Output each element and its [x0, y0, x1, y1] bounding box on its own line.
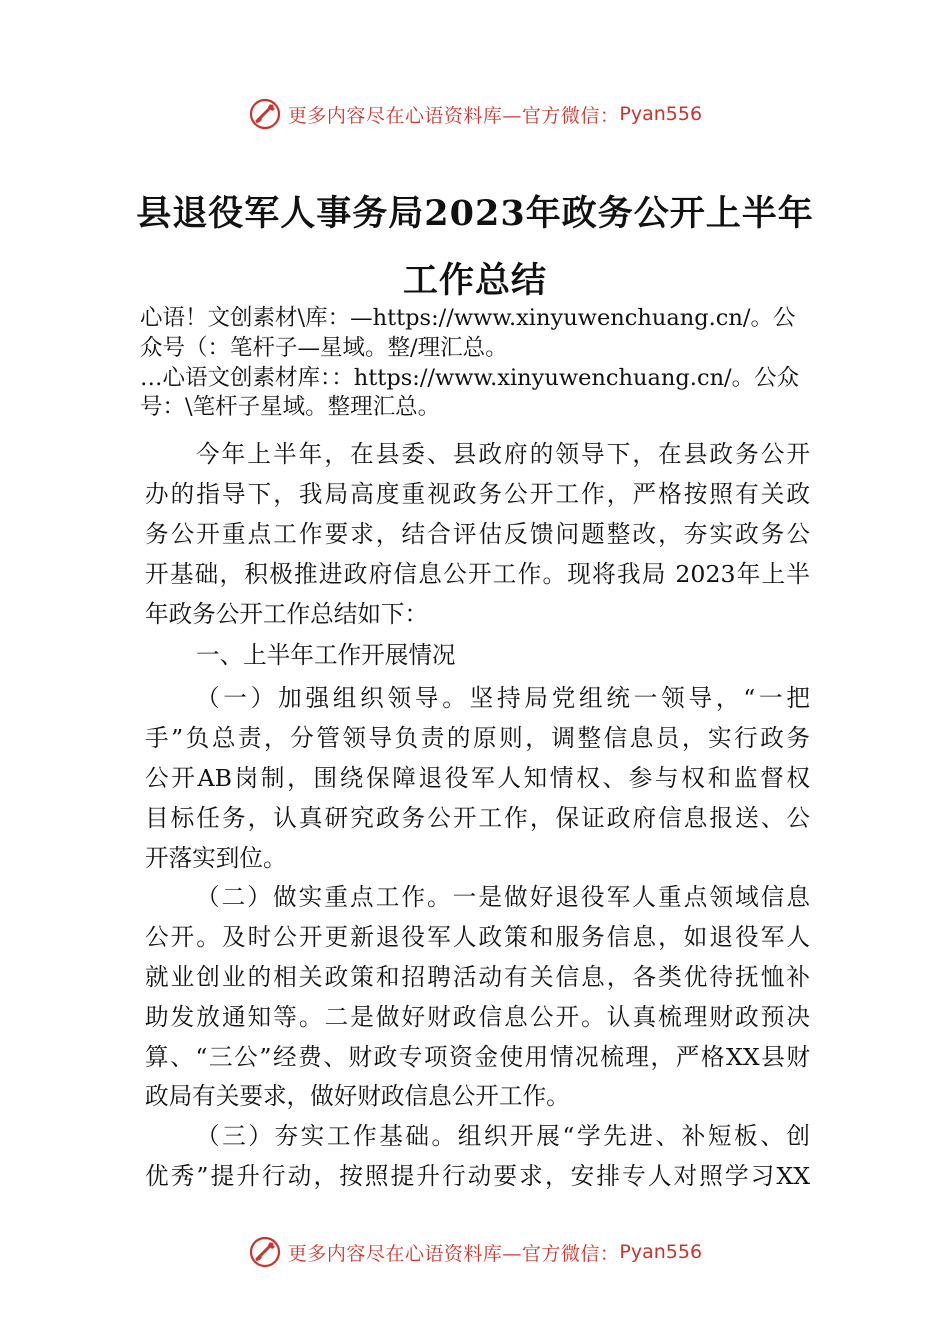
body-text-line: 公开。及时公开更新退役军人政策和服务信息，如退役军人 — [145, 923, 810, 951]
body-text-line: 年政务公开工作总结如下： — [145, 600, 429, 628]
document-title-line-2: 工作总结 — [402, 260, 547, 301]
body-text-line: 公开AB岗制，围绕保障退役军人知情权、参与权和监督权 — [145, 764, 810, 792]
watermark-text: 更多内容尽在心语资料库—官方微信： — [287, 1242, 620, 1265]
document-title-line-1: 县退役军人事务局2023年政务公开上半年 — [136, 193, 814, 234]
watermark-footer — [0, 1232, 950, 1272]
body-text-line: 优秀”提升行动，按照提升行动要求，安排专人对照学习XX — [145, 1162, 810, 1190]
source-note-line: 众号（：笔杆子—星域。整/理汇总。 — [140, 335, 508, 361]
body-text-line: 算、“三公”经费、财政专项资金使用情况梳理，严格XX县财 — [145, 1043, 810, 1071]
body-text-line: 政局有关要求，做好财政信息公开工作。 — [145, 1082, 570, 1110]
body-text-line: 目标任务，认真研究政务公开工作，保证政府信息报送、公 — [145, 804, 810, 832]
watermark-wechat-id: Pyan556 — [619, 1241, 703, 1263]
body-text-line: 今年上半年，在县委、县政府的领导下，在县政务公开 — [196, 440, 810, 468]
brush-logo-icon — [248, 97, 282, 131]
body-text-line: 开落实到位。 — [145, 844, 287, 872]
body-text-line: （三）夯实工作基础。组织开展“学先进、补短板、创 — [196, 1122, 810, 1150]
watermark-header — [0, 94, 950, 134]
watermark-wechat-id: Pyan556 — [619, 103, 703, 125]
body-text-line: （二）做实重点工作。一是做好退役军人重点领域信息 — [196, 883, 810, 911]
source-note-line: 心语！文创素材\库：—https://www.xinyuwenchuang.cn/。公 — [140, 305, 796, 331]
brush-logo-icon — [248, 1235, 282, 1269]
body-text-line: 就业创业的相关政策和招聘活动有关信息，各类优待抚恤补 — [145, 963, 810, 991]
body-text-line: 助发放通知等。二是做好财政信息公开。认真梳理财政预决 — [145, 1003, 810, 1031]
source-note-line: 号：\笔杆子星域。整理汇总。 — [140, 394, 441, 420]
body-text-line: 办的指导下，我局高度重视政务公开工作，严格按照有关政 — [145, 480, 810, 508]
body-text-line: 手”负总责，分管领导负责的原则，调整信息员，实行政务 — [145, 724, 810, 752]
watermark-text: 更多内容尽在心语资料库—官方微信： — [287, 104, 620, 127]
section-heading: 一、上半年工作开展情况 — [196, 641, 456, 669]
source-note-line: …心语文创素材库：：https://www.xinyuwenchuang.cn/。公众 — [140, 365, 800, 391]
body-text-line: （一）加强组织领导。坚持局党组统一领导，“一把 — [196, 684, 810, 712]
body-text-line: 务公开重点工作要求，结合评估反馈问题整改，夯实政务公 — [145, 520, 810, 548]
body-text-line: 开基础，积极推进政府信息公开工作。现将我局 2023年上半 — [145, 560, 810, 588]
